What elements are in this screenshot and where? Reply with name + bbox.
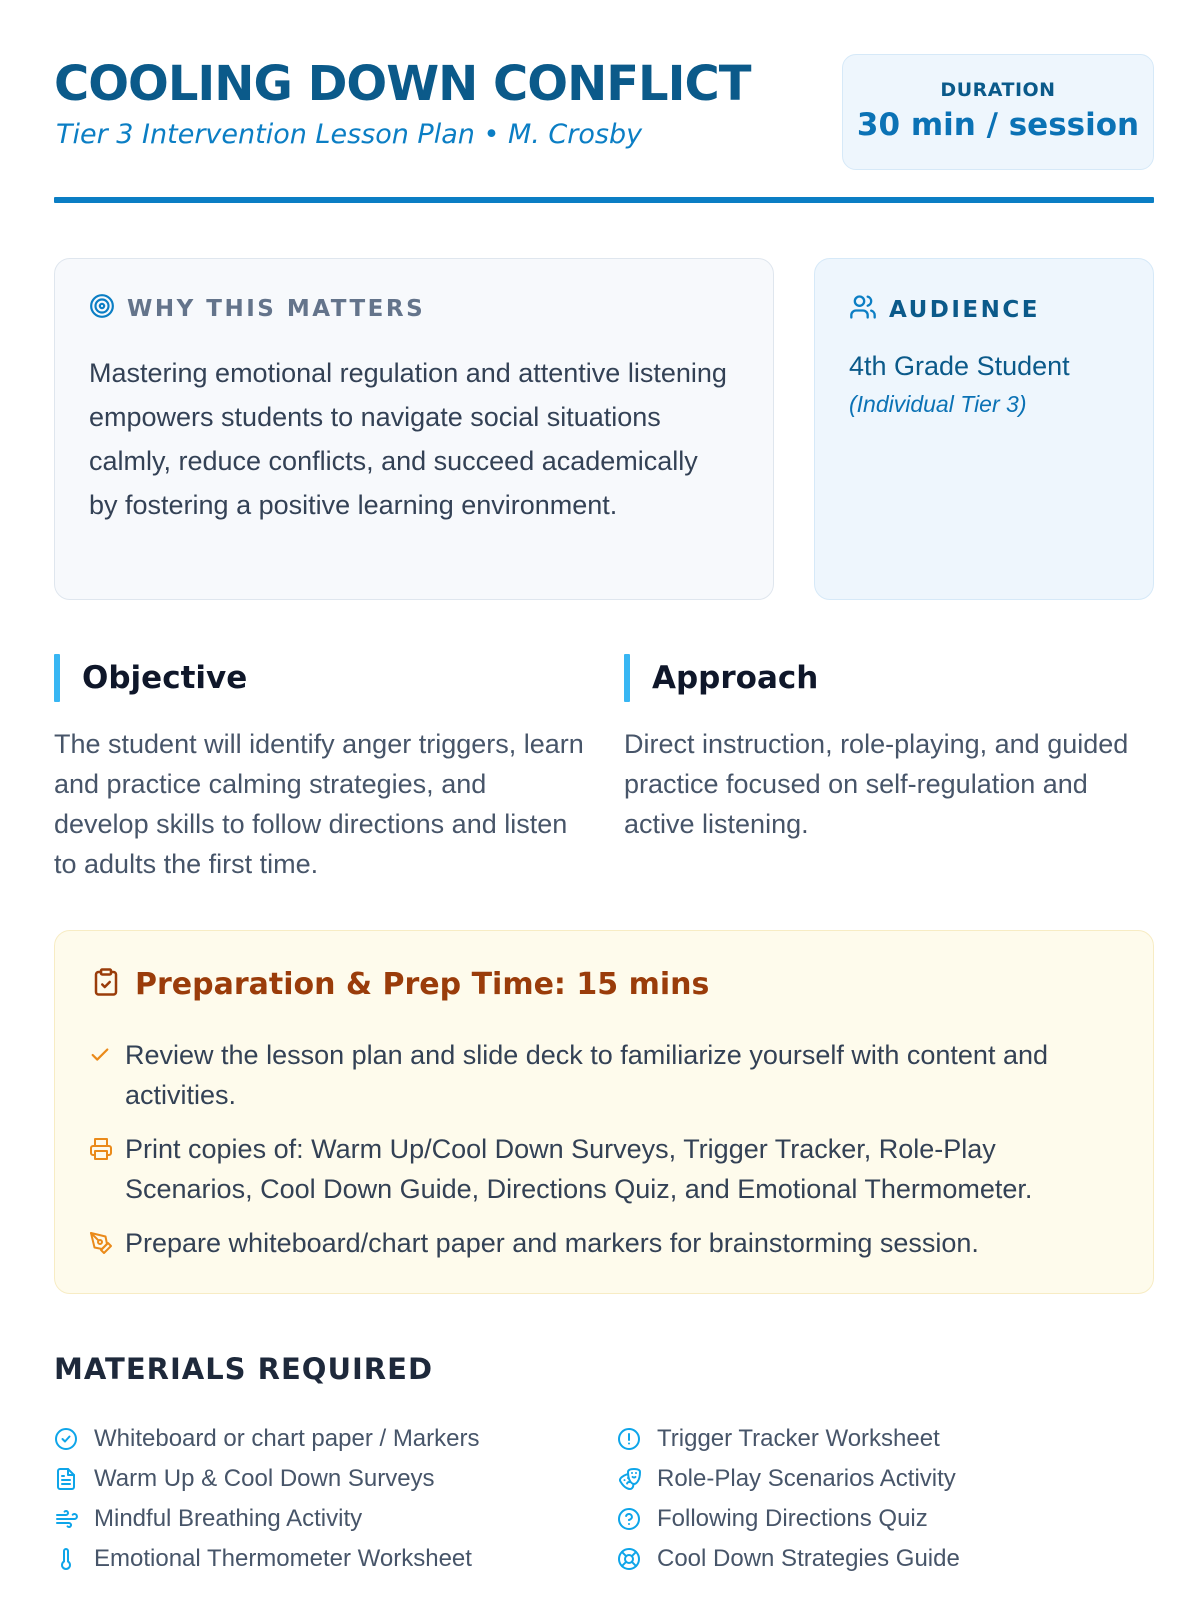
why-card [54,258,774,600]
target-icon [89,293,115,324]
objective-title: Objective [82,660,248,696]
objective-section [54,654,584,884]
materials-column-left [54,1419,594,1579]
preparation-title: Preparation & Prep Time: 15 mins [135,967,710,1002]
list-item [54,1539,594,1579]
users-icon [849,293,877,326]
objective-accent-bar [54,654,60,702]
duration-value: 30 min / session [856,107,1140,143]
objective-heading [54,654,584,702]
page-subtitle: Tier 3 Intervention Lesson Plan • M. Crosby [56,119,643,150]
page-title: COOLING DOWN CONFLICT [54,56,751,112]
thermometer-icon [54,1546,94,1572]
wind-icon [54,1507,94,1531]
check-circle-icon [54,1427,94,1451]
approach-title: Approach [652,660,819,696]
list-item [89,1035,1119,1115]
material-text: Trigger Tracker Worksheet [657,1425,940,1452]
material-text: Warm Up & Cool Down Surveys [94,1465,435,1492]
help-circle-icon [617,1507,657,1531]
material-text: Following Directions Quiz [657,1505,928,1532]
materials-column-right [617,1419,1157,1579]
material-text: Cool Down Strategies Guide [657,1545,960,1572]
objective-text: The student will identify anger triggers, learn and practice calming strategies, and develop skills to follow directions and listen to adults the first time. [54,729,584,879]
list-item [54,1499,594,1539]
audience-value: 4th Grade Student [849,351,1070,381]
material-text: Emotional Thermometer Worksheet [94,1545,472,1572]
check-icon [89,1035,125,1075]
material-text: Mindful Breathing Activity [94,1505,363,1532]
material-text: Role-Play Scenarios Activity [657,1465,956,1492]
material-text: Whiteboard or chart paper / Markers [94,1425,480,1452]
list-item [89,1129,1119,1209]
list-item [54,1459,594,1499]
file-text-icon [54,1467,94,1491]
alert-circle-icon [617,1427,657,1451]
audience-card [814,258,1154,600]
preparation-item-text: Review the lesson plan and slide deck to familiarize yourself with content and activities. [125,1040,1048,1110]
life-buoy-icon [617,1547,657,1571]
preparation-item-text: Print copies of: Warm Up/Cool Down Surveys, Trigger Tracker, Role-Play Scenarios, Cool Down Guide, Directions Quiz, and Emotional Thermometer. [125,1134,1033,1204]
preparation-list [89,1035,1119,1277]
printer-icon [89,1129,125,1169]
duration-badge [842,54,1154,170]
list-item [617,1419,1157,1459]
why-text: Mastering emotional regulation and attentive listening empowers students to navigate social situations calmly, reduce conflicts, and succeed academically by fostering a positive learning environment. [89,358,727,520]
approach-accent-bar [624,654,630,702]
preparation-card [54,930,1154,1294]
lesson-plan-page [54,0,1154,1600]
approach-section [624,654,1154,844]
duration-label: DURATION [940,79,1056,101]
list-item [54,1419,594,1459]
list-item [89,1223,1119,1263]
materials-title: MATERIALS REQUIRED [54,1352,434,1386]
header-divider [54,197,1154,203]
list-item [617,1499,1157,1539]
audience-heading [849,293,1040,326]
preparation-heading [91,967,709,1002]
audience-note: (Individual Tier 3) [849,391,1027,417]
pen-tool-icon [89,1223,125,1263]
preparation-item-text: Prepare whiteboard/chart paper and markers for brainstorming session. [125,1228,979,1258]
list-item [617,1459,1157,1499]
theater-masks-icon [617,1467,657,1491]
why-label: WHY THIS MATTERS [127,295,426,322]
clipboard-check-icon [91,967,121,1002]
approach-heading [624,654,1154,702]
header [54,52,1154,202]
audience-label: AUDIENCE [889,296,1040,323]
list-item [617,1539,1157,1579]
why-heading [89,293,425,324]
approach-text: Direct instruction, role-playing, and guided practice focused on self-regulation and active listening. [624,729,1129,839]
